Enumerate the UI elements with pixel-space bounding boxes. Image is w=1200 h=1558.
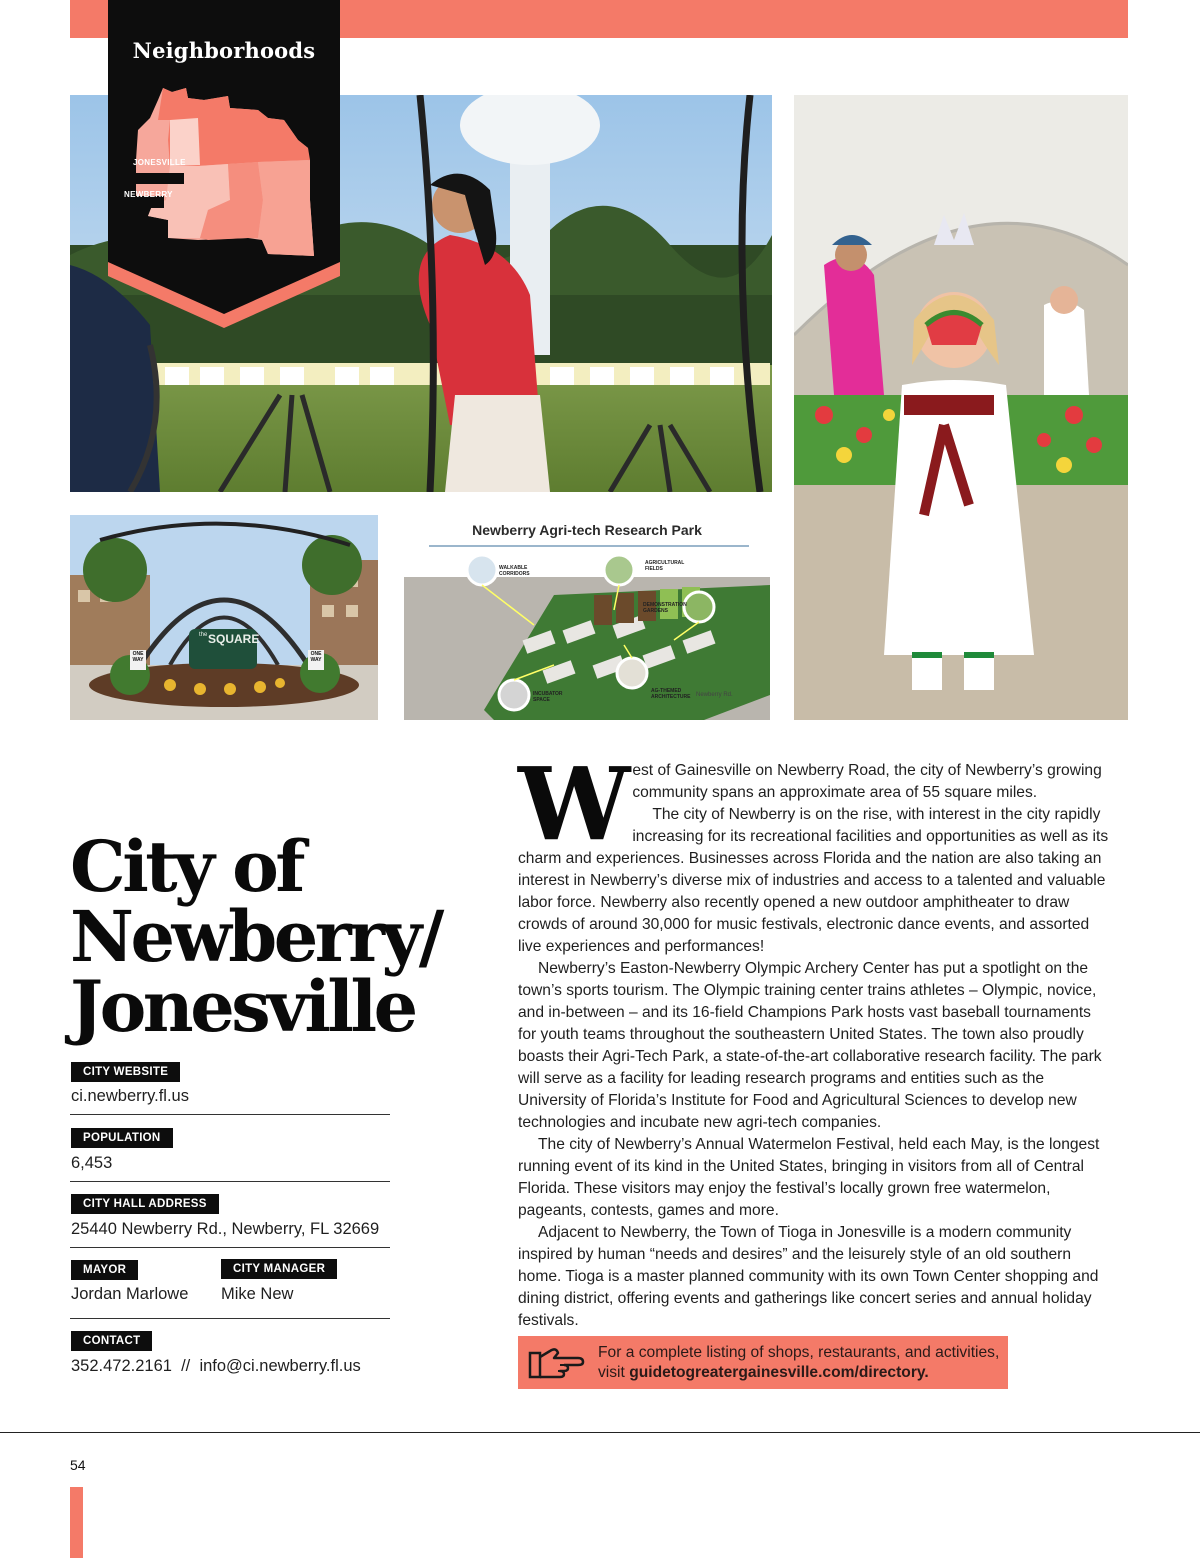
page-title [70,825,490,1048]
divider [70,1318,390,1319]
article-paragraph-2: The city of Newberry is on the rise, with interest in the city rapidly increasing for its recreational facilities and opportunities as well as its charm and experiences. Businesses across Florida and the nation are also taking an interest in Newberry’s diverse mix of industries and access to a talented and valuable labor force. Newberry also recently opened a new outdoor amphitheater to draw crowds of around 30,000 for music festivals, electronic dance events, and assorted live experiences and performances! [518,806,1109,955]
title-line-1: City of [70,825,302,908]
mayor-value: Jordan Marlowe [71,1285,189,1303]
agritech-road-label: Newberry Rd. [696,692,733,698]
mayor-label: MAYOR [71,1260,138,1280]
website-label: CITY WEBSITE [71,1062,180,1082]
contact-label: CONTACT [71,1331,152,1351]
page-number: 54 [70,1457,86,1473]
agritech-label-fields: AGRICULTURAL FIELDS [645,560,685,572]
watermelon-illustration [794,95,1128,720]
watermelon-festival-photo [794,95,1128,720]
article-paragraph-3: Newberry’s Easton-Newberry Olympic Archery Center has put a spotlight on the town’s sports tourism. The Olympic training center trains athletes – Olympic, novice, and in-between – and its 16-field Champions Park hosts vast baseball tournaments for youth teams throughout the southeastern United States. The town also proudly boasts their Agri-Tech Park, a state-of-the-art collaborative research facility. The park will serve as a facility for leading research programs and entities such as the University of Florida’s Institute for Food and Agricultural Sciences to develop new technologies and incubate new agri-tech companies. [518,960,1102,1131]
article-paragraph-1 [518,745,1110,863]
directory-link[interactable]: guidetogreatergainesville.com/directory. [629,1364,929,1381]
population-label: POPULATION [71,1128,173,1148]
footer-accent-bar [70,1487,83,1558]
agritech-title: Newberry Agri-tech Research Park [472,522,702,538]
one-way-sign-left: ONE WAY [132,651,144,663]
pointing-hand-icon [526,1343,586,1383]
agritech-illustration [404,515,770,720]
banner-title: Neighborhoods [132,38,316,63]
divider [70,1247,390,1248]
footer-rule [0,1432,1200,1433]
population-value: 6,453 [71,1154,113,1172]
one-way-sign-right: ONE WAY [310,651,322,663]
agritech-label-gardens: DEMONSTRATION GARDENS [643,602,687,614]
contact-value[interactable]: 352.472.2161 // info@ci.newberry.fl.us [71,1357,361,1375]
title-line-2: Newberry/ [70,895,441,978]
city-manager-label: CITY MANAGER [221,1259,337,1279]
directory-callout [518,1336,1008,1389]
drop-cap: W [518,745,627,863]
agritech-label-incubator: INCUBATOR SPACE [533,691,563,703]
the-square-photo [70,515,378,720]
map-label-jonesville: JONESVILLE [133,158,186,167]
divider [70,1181,390,1182]
square-sign-text: SQUARE [208,632,260,646]
divider [70,1114,390,1115]
square-sign-small-text: the [199,632,208,638]
article-paragraph-4: The city of Newberry’s Annual Watermelon Festival, held each May, is the longest running event of its kind in the United States, bringing in visitors from all of Central Florida. These visitors may enjoy the festival’s locally grown free watermelon, pageants, contests, games and more. [518,1136,1100,1219]
callout-sentence: For a complete listing of shops, restaurants, and activities, visit [598,1344,1000,1381]
address-label: CITY HALL ADDRESS [71,1194,219,1214]
article-body [518,745,1110,1332]
square-illustration [70,515,378,720]
address-value: 25440 Newberry Rd., Newberry, FL 32669 [71,1220,380,1238]
website-value[interactable]: ci.newberry.fl.us [71,1087,189,1105]
article-paragraph-1-text: est of Gainesville on Newberry Road, the city of Newberry’s growing community spans an approximate area of 55 square miles. [632,762,1102,801]
agritech-label-corridors: WALKABLE CORRIDORS [499,565,530,577]
map-label-newberry: NEWBERRY [124,190,173,199]
article-paragraph-5: Adjacent to Newberry, the Town of Tioga in Jonesville is a modern community inspired by human “needs and desires” and the leisurely style of an old southern home. Tioga is a master planned community with its own Town Center shopping and dining district, offering events and gatherings like concert series and annual holiday festivals. [518,1224,1099,1329]
city-manager-value: Mike New [221,1285,294,1303]
agritech-label-architecture: AG-THEMED ARCHITECTURE [651,688,691,700]
agritech-park-map [404,515,770,720]
callout-text [598,1343,1003,1383]
title-line-3: Jonesville [70,965,415,1048]
